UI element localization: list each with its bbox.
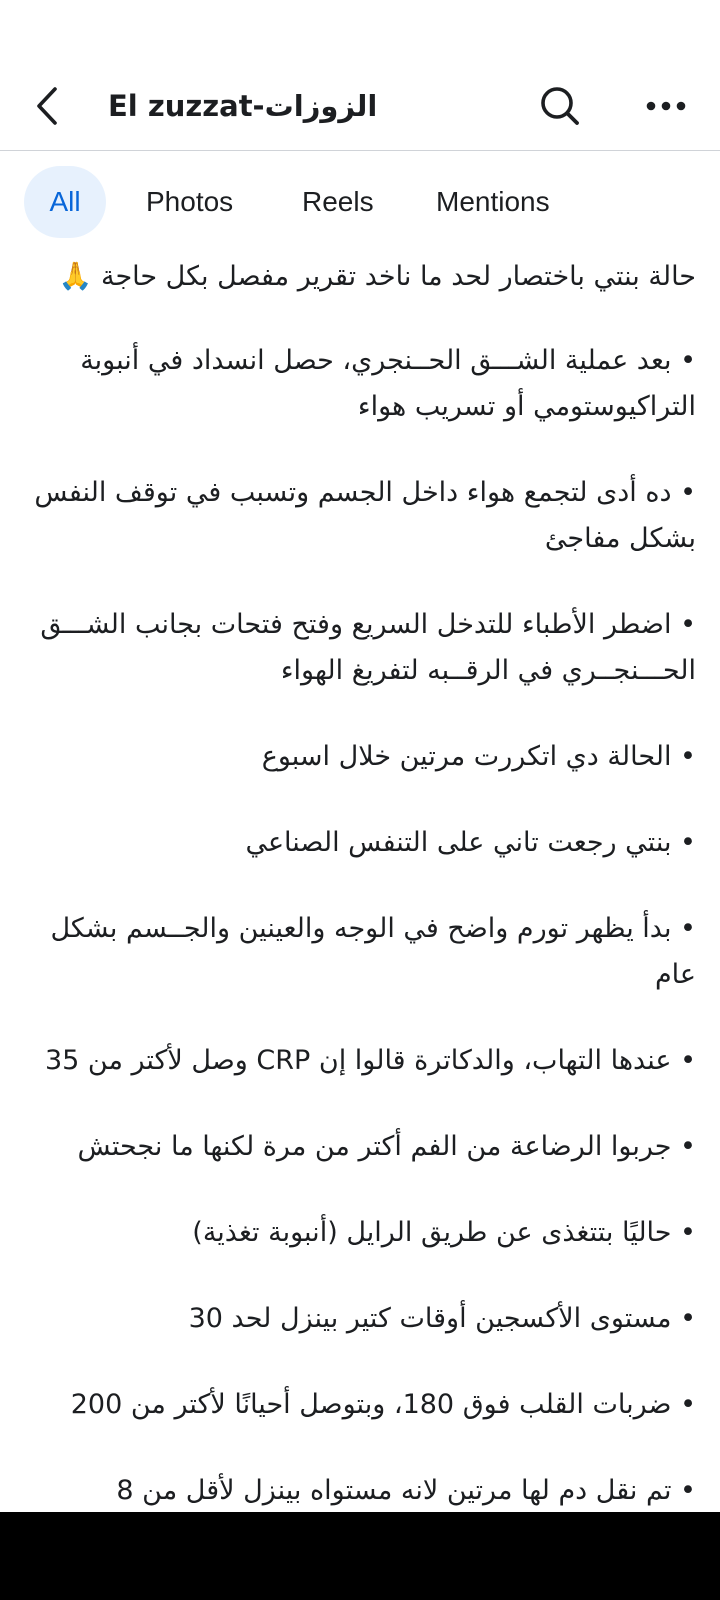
list-item: • بنتي رجعت تاني على التنفس الصناعي [245, 827, 696, 858]
more-options-button[interactable] [644, 84, 688, 128]
post-text [30, 254, 696, 1554]
top-app-bar [0, 0, 720, 151]
list-item: • ده أدى لتجمع هواء داخل الجسم وتسبب في توقف النفس بشكل مفاجئ [34, 477, 696, 554]
chevron-left-icon [33, 86, 63, 126]
page-title: El zuzzat-الزوزات [108, 89, 378, 123]
post-intro: حالة بنتي باختصار لحد ما ناخد تقرير مفصل بكل حاجة 🙏 [58, 261, 696, 292]
list-item: • بعد عملية الشـــق الحــنجري، حصل انسداد في أنبوبة التراكيوستومي أو تسريب هواء [80, 345, 696, 422]
back-button[interactable] [26, 84, 70, 128]
tab-all[interactable]: All [24, 166, 106, 238]
list-item: • ضربات القلب فوق 180، وبتوصل أحيانًا لأكتر من 200 [70, 1389, 696, 1420]
list-item: • عندها التهاب، والدكاترة قالوا إن CRP وصل لأكتر من 35 [44, 1045, 696, 1076]
tab-reels[interactable]: Reels [302, 186, 374, 217]
list-item: • حاليًا بتتغذى عن طريق الرايل (أنبوبة تغذية) [192, 1217, 696, 1248]
search-button[interactable] [538, 84, 582, 128]
list-item: • جربوا الرضاعة من الفم أكتر من مرة لكنها ما نجحتش [77, 1131, 696, 1162]
list-item: • بدأ يظهر تورم واضح في الوجه والعينين والجــسم بشكل عام [50, 913, 696, 990]
list-item: • الحالة دي اتكررت مرتين خلال اسبوع [261, 741, 696, 772]
search-icon [540, 86, 580, 126]
tab-mentions[interactable]: Mentions [436, 186, 550, 217]
filter-tabs [0, 166, 720, 238]
list-item: • مستوى الأكسجين أوقات كتير بينزل لحد 30 [188, 1303, 696, 1334]
more-horizontal-icon [646, 100, 686, 112]
list-item: • اضطر الأطباء للتدخل السريع وفتح فتحات بجانب الشـــق الحـــنجــري في الرقــبه لتفريغ الهواء [40, 609, 696, 686]
tab-photos[interactable]: Photos [146, 186, 234, 217]
system-navigation-bar [0, 1512, 720, 1600]
list-item: • تم نقل دم لها مرتين لانه مستواه بينزل لأقل من 8 [116, 1475, 696, 1506]
